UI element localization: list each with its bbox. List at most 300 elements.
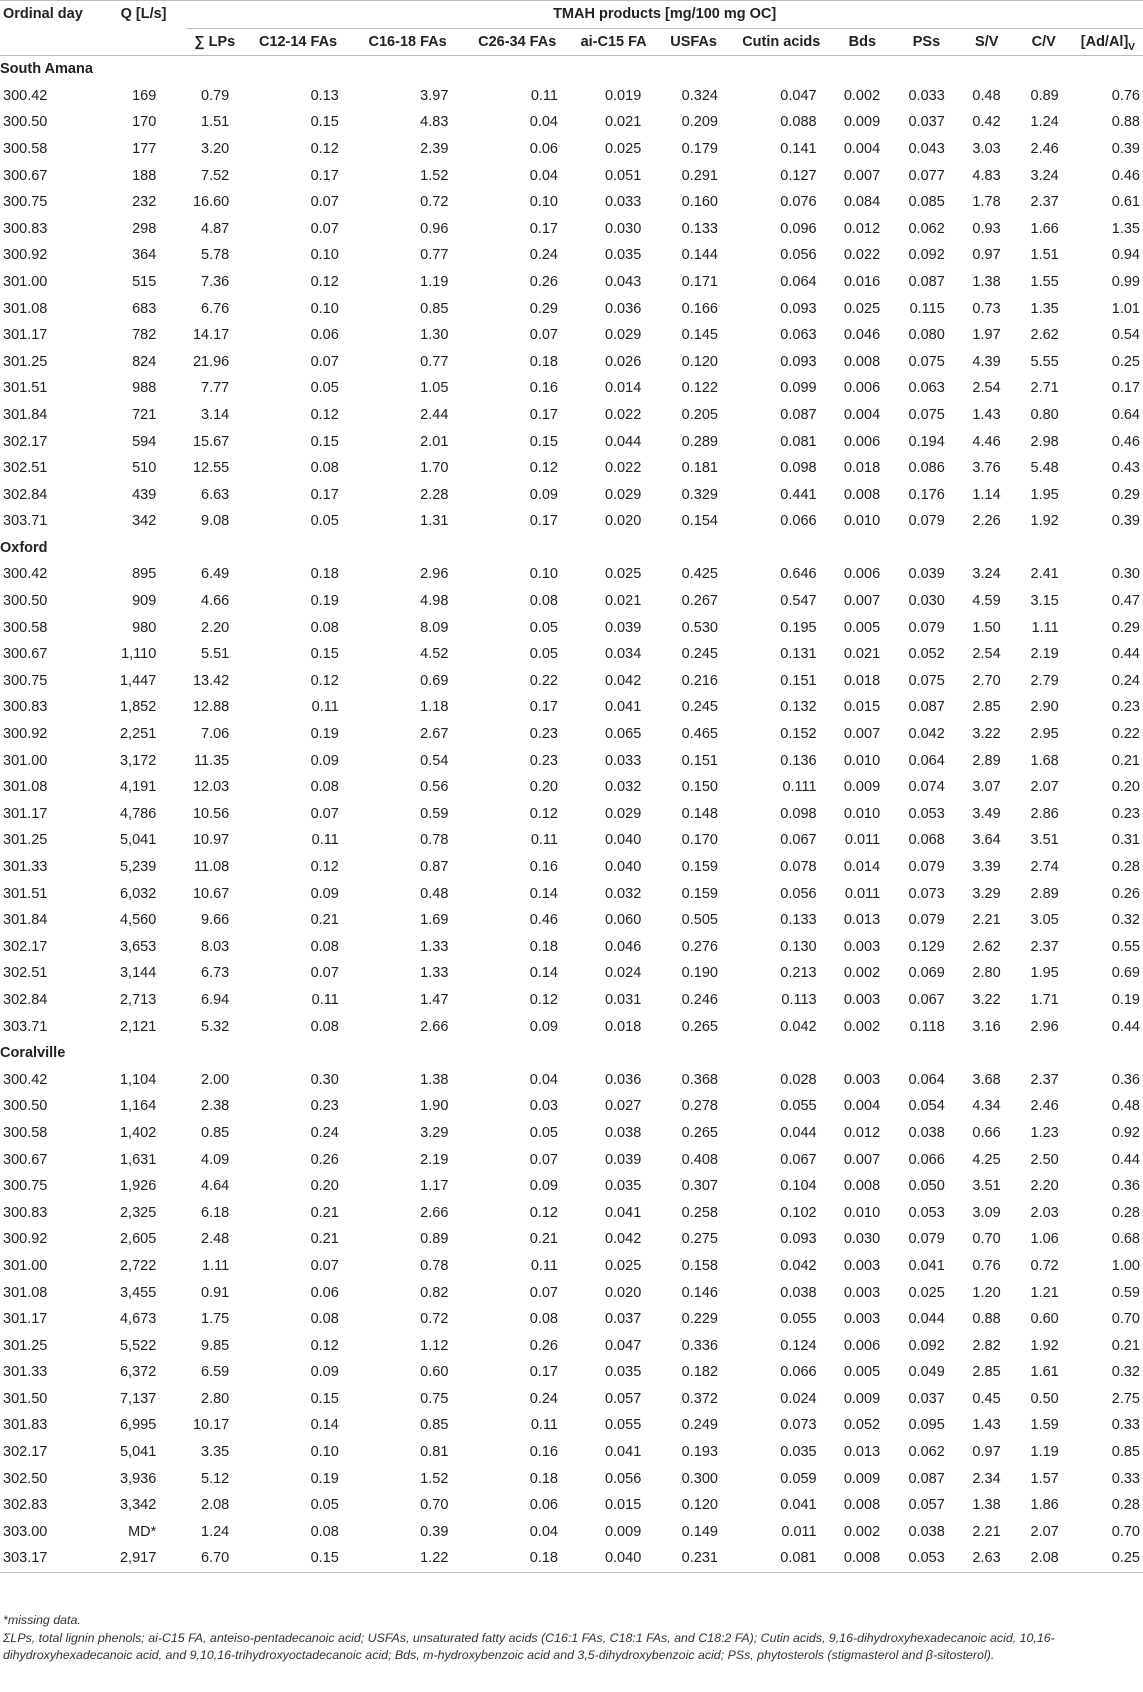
table-row <box>0 1439 1143 1466</box>
table-cell: 6.76 <box>201 300 230 317</box>
table-row <box>0 322 1143 349</box>
cell-q: 169 <box>132 87 157 104</box>
table-cell: 0.04 <box>529 167 558 184</box>
table-row <box>0 1253 1143 1280</box>
cell-q: 4,786 <box>119 805 157 822</box>
cell-q: 510 <box>132 460 157 477</box>
table-cell: 0.300 <box>681 1470 718 1487</box>
table-row <box>0 1306 1143 1333</box>
table-cell: 0.60 <box>420 1364 449 1381</box>
table-row <box>0 136 1143 163</box>
table-cell: 1.31 <box>420 513 449 530</box>
table-cell: 0.056 <box>780 247 817 264</box>
table-cell: 1.57 <box>1030 1470 1059 1487</box>
table-cell: 2.90 <box>1030 699 1059 716</box>
table-cell: 2.82 <box>972 1337 1001 1354</box>
table-cell: 0.148 <box>681 805 718 822</box>
table-cell: 0.006 <box>843 380 881 397</box>
table-cell: 1.52 <box>420 1470 449 1487</box>
table-cell: 0.441 <box>780 486 817 503</box>
table-cell: 0.035 <box>780 1444 817 1461</box>
table-cell: 2.71 <box>1030 380 1059 397</box>
table-cell: 0.18 <box>529 1470 558 1487</box>
cell-ordinal-day: 300.50 <box>3 593 48 610</box>
table-cell: 0.129 <box>908 938 945 955</box>
cell-ordinal-day: 302.83 <box>3 1497 48 1514</box>
table-cell: 3.20 <box>201 140 230 157</box>
table-cell: 0.025 <box>604 566 642 583</box>
table-cell: 0.073 <box>908 885 945 902</box>
table-cell: 0.368 <box>681 1071 718 1088</box>
table-cell: 0.026 <box>604 353 642 370</box>
table-cell: 0.064 <box>780 273 817 290</box>
table-cell: 2.63 <box>959 1545 1015 1572</box>
table-cell: 0.19 <box>310 1470 339 1487</box>
cell-ordinal-day: 301.08 <box>3 1284 48 1301</box>
table-cell: 0.035 <box>604 247 642 264</box>
table-cell: 0.16 <box>529 859 558 875</box>
table-cell: 0.020 <box>604 513 642 530</box>
table-cell: 0.59 <box>1111 1284 1140 1301</box>
table-cell: 0.19 <box>310 726 339 743</box>
cell-ordinal-day: 300.58 <box>3 1124 48 1141</box>
table-cell: 0.055 <box>780 1311 817 1328</box>
table-cell: 0.077 <box>908 167 945 184</box>
table-row <box>0 801 1143 828</box>
table-cell: 0.159 <box>681 885 718 902</box>
table-cell: 0.44 <box>1111 646 1140 663</box>
table-cell: 3.64 <box>972 832 1001 849</box>
table-cell: 0.127 <box>780 167 817 184</box>
table-cell: 0.013 <box>843 912 881 929</box>
cell-ordinal-day: 301.51 <box>3 380 48 397</box>
table-cell: 0.85 <box>1111 1444 1140 1461</box>
table-cell: 0.159 <box>681 859 718 875</box>
table-cell: 0.009 <box>843 779 881 796</box>
table-cell: 0.115 <box>909 300 945 317</box>
cell-ordinal-day: 300.75 <box>3 1178 48 1195</box>
cell-ordinal-day: 300.67 <box>3 646 48 663</box>
table-cell: 0.041 <box>604 1204 642 1221</box>
cell-q: 1,110 <box>121 646 157 663</box>
table-cell: 0.006 <box>843 1337 881 1354</box>
cell-q: 1,852 <box>119 699 157 716</box>
table-cell: 0.89 <box>420 1231 449 1248</box>
table-cell: 0.133 <box>780 912 817 929</box>
cell-q: 342 <box>132 513 157 530</box>
table-cell: 0.040 <box>604 859 642 875</box>
table-cell: 6.18 <box>201 1204 230 1221</box>
table-cell: 0.044 <box>604 433 642 450</box>
table-cell: 0.97 <box>972 1444 1001 1461</box>
table-cell: 0.258 <box>681 1204 718 1221</box>
table-cell: 0.053 <box>908 805 945 822</box>
cell-q: 2,121 <box>119 1018 157 1035</box>
table-cell: 2.00 <box>201 1071 230 1088</box>
table-cell: 3.29 <box>972 885 1001 902</box>
table-row <box>0 641 1143 668</box>
table-cell: 0.10 <box>529 566 558 583</box>
table-cell: 0.195 <box>780 619 817 636</box>
table-cell: 2.07 <box>1030 779 1059 796</box>
cell-q: 515 <box>132 273 157 290</box>
table-cell: 1.30 <box>420 327 449 344</box>
table-cell: 0.69 <box>420 672 449 689</box>
table-cell: 0.008 <box>843 1178 881 1195</box>
table-cell: 4.87 <box>201 220 230 237</box>
table-cell: 0.044 <box>780 1124 817 1141</box>
table-cell: 1.86 <box>1030 1497 1059 1514</box>
table-cell: 0.28 <box>1111 1204 1140 1221</box>
table-cell: 15.67 <box>192 433 230 450</box>
table-cell: 1.43 <box>972 406 1001 423</box>
cell-ordinal-day: 302.17 <box>3 1444 48 1461</box>
table-cell: 0.329 <box>681 486 718 503</box>
table-cell: 0.020 <box>604 1284 642 1301</box>
table-row <box>0 269 1143 296</box>
table-cell: 0.034 <box>604 646 642 663</box>
table-cell: 0.041 <box>604 1444 642 1461</box>
table-row <box>0 216 1143 243</box>
table-cell: 0.087 <box>780 406 817 423</box>
table-cell: 0.205 <box>681 406 718 423</box>
table-cell: 0.006 <box>843 433 881 450</box>
footnote-abbreviations: ΣLPs, total lignin phenols; ai-C15 FA, anteiso-pentadecanoic acid; USFAs, unsaturated fatty acids (C16:1 FAs, C18:1 FAs, and C18:2 FA); Cutin acids, 9,16-dihydroxyhexadecanoic acid, 10,16-dihydroxyhexadecanoic acid, and 9,10,16-trihydroxyoctadecanoic acid; Bds, m-hydroxybenzoic acid and 3,5-dihydroxybenzoic acid; PSs, phytosterols (stigmasterol and β-sitosterol). <box>3 1630 1055 1662</box>
table-row <box>0 1519 1143 1546</box>
table-cell: 1.14 <box>972 486 1001 503</box>
cell-q: 980 <box>132 619 157 636</box>
table-cell: 1.97 <box>972 327 1001 344</box>
table-cell: 13.42 <box>192 672 230 689</box>
table-cell: 2.66 <box>420 1204 449 1221</box>
table-cell: 1.24 <box>201 1523 230 1540</box>
cell-q: 4,673 <box>119 1311 157 1328</box>
table-cell: 0.043 <box>908 140 945 157</box>
table-cell: 0.99 <box>1111 273 1140 290</box>
cell-q: MD* <box>128 1523 157 1540</box>
table-cell: 0.079 <box>908 1231 945 1248</box>
table-row <box>0 854 1143 881</box>
table-cell: 0.145 <box>681 327 718 344</box>
table-cell: 0.009 <box>843 1470 881 1487</box>
table-cell: 1.12 <box>420 1337 449 1354</box>
cell-q: 364 <box>132 247 157 264</box>
table-cell: 2.46 <box>1030 140 1059 157</box>
footnotes <box>3 1612 1139 1665</box>
table-cell: 0.12 <box>529 991 558 1008</box>
header-group: TMAH products [mg/100 mg OC] <box>186 1 1143 29</box>
table-cell: 10.17 <box>192 1417 230 1434</box>
table-cell: 0.081 <box>780 433 817 450</box>
table-cell: 0.014 <box>604 380 642 397</box>
table-cell: 2.96 <box>420 566 449 583</box>
table-cell: 0.85 <box>420 1417 449 1434</box>
table-cell: 0.44 <box>1111 1018 1140 1035</box>
table-cell: 2.54 <box>972 380 1001 397</box>
table-cell: 3.76 <box>972 460 1001 477</box>
table-cell: 0.76 <box>972 1257 1001 1274</box>
table-cell: 0.037 <box>604 1311 642 1328</box>
table-cell: 0.038 <box>780 1284 817 1301</box>
table-cell: 2.46 <box>1030 1098 1059 1115</box>
table-cell: 0.50 <box>1030 1390 1059 1407</box>
table-cell: 1.06 <box>1030 1231 1059 1248</box>
table-cell: 0.013 <box>843 1444 881 1461</box>
table-cell: 7.06 <box>201 726 230 743</box>
table-cell: 0.003 <box>843 938 881 955</box>
table-row <box>0 960 1143 987</box>
table-cell: 2.26 <box>972 513 1001 530</box>
table-cell: 0.60 <box>1030 1311 1059 1328</box>
table-cell: 1.43 <box>972 1417 1001 1434</box>
table-cell: 1.92 <box>1030 1337 1059 1354</box>
table-row <box>0 668 1143 695</box>
table-cell: 0.209 <box>681 114 718 131</box>
table-cell: 2.89 <box>972 752 1001 769</box>
table-cell: 0.77 <box>420 353 449 370</box>
table-cell: 1.21 <box>1030 1284 1059 1301</box>
table-cell: 0.182 <box>681 1364 718 1381</box>
table-cell: 2.74 <box>1030 859 1059 875</box>
table-row <box>0 1120 1143 1147</box>
table-cell: 0.010 <box>843 805 881 822</box>
table-cell: 0.276 <box>681 938 718 955</box>
table-cell: 1.92 <box>1030 513 1059 530</box>
table-cell: 0.29 <box>529 300 558 317</box>
cell-ordinal-day: 300.83 <box>3 1204 48 1221</box>
table-cell: 0.120 <box>681 1497 718 1514</box>
cell-q: 439 <box>132 486 157 503</box>
table-cell: 0.025 <box>843 300 881 317</box>
table-cell: 1.71 <box>1030 991 1059 1008</box>
table-cell: 0.32 <box>1111 1364 1140 1381</box>
table-cell: 0.44 <box>1111 1151 1140 1168</box>
table-cell: 2.41 <box>1030 566 1059 583</box>
table-cell: 0.002 <box>843 965 881 982</box>
table-cell: 0.012 <box>843 1124 881 1141</box>
cell-q: 6,032 <box>119 885 157 902</box>
cell-q: 2,251 <box>119 726 157 743</box>
table-cell: 0.193 <box>681 1444 718 1461</box>
table-row <box>0 1466 1143 1493</box>
table-cell: 1.22 <box>353 1545 463 1572</box>
table-cell: 1.23 <box>1030 1124 1059 1141</box>
table-cell: 0.17 <box>529 699 558 716</box>
table-cell: 0.07 <box>529 1284 558 1301</box>
table-cell: 0.051 <box>604 167 642 184</box>
table-cell: 0.61 <box>1111 194 1140 211</box>
table-cell: 0.11 <box>530 832 558 849</box>
table-row <box>0 1386 1143 1413</box>
table-cell: 3.03 <box>972 140 1001 157</box>
table-cell: 1.11 <box>202 1257 230 1274</box>
table-cell: 0.056 <box>604 1470 642 1487</box>
table-cell: 0.85 <box>201 1124 230 1141</box>
table-cell: 2.80 <box>972 965 1001 982</box>
table-cell: 0.176 <box>908 486 945 503</box>
table-cell: 3.14 <box>201 406 230 423</box>
table-cell: 0.166 <box>681 300 718 317</box>
table-cell: 0.73 <box>972 300 1001 317</box>
table-cell: 0.171 <box>681 273 718 290</box>
table-cell: 0.76 <box>1111 87 1140 104</box>
table-cell: 0.015 <box>604 1497 642 1514</box>
cell-ordinal-day: 301.25 <box>3 1337 48 1354</box>
table-cell: 0.23 <box>1111 805 1140 822</box>
table-cell: 0.17 <box>310 486 339 503</box>
table-cell: 9.66 <box>201 912 230 929</box>
table-cell: 5.51 <box>201 646 230 663</box>
table-cell: 0.022 <box>843 247 881 264</box>
table-cell: 0.076 <box>780 194 817 211</box>
cell-q: 232 <box>132 194 157 211</box>
table-cell: 0.15 <box>310 1390 339 1407</box>
table-cell: 0.08 <box>310 1311 339 1328</box>
table-cell: 0.010 <box>843 1204 881 1221</box>
table-cell: 0.23 <box>529 726 558 743</box>
table-cell: 0.20 <box>1111 779 1140 796</box>
table-cell: 0.32 <box>1111 912 1140 929</box>
table-cell: 3.24 <box>972 566 1001 583</box>
table-cell: 0.09 <box>529 1018 558 1035</box>
table-cell: 0.21 <box>310 1231 339 1248</box>
table-row <box>0 721 1143 748</box>
table-cell: 0.050 <box>908 1178 945 1195</box>
table-cell: 0.068 <box>908 832 945 849</box>
table-cell: 0.26 <box>310 1151 339 1168</box>
table-cell: 0.09 <box>310 1364 339 1381</box>
table-cell: 0.160 <box>681 194 718 211</box>
table-cell: 0.465 <box>681 726 718 743</box>
cell-q: 3,172 <box>119 752 157 769</box>
table-cell: 0.18 <box>310 566 339 583</box>
table-cell: 2.67 <box>420 726 449 743</box>
table-cell: 1.24 <box>1030 114 1059 131</box>
table-row <box>0 615 1143 642</box>
table-cell: 0.011 <box>844 832 881 849</box>
table-cell: 0.170 <box>681 832 718 849</box>
cell-ordinal-day: 301.08 <box>3 779 48 796</box>
cell-q: 6,995 <box>119 1417 157 1434</box>
table-cell: 0.031 <box>604 991 642 1008</box>
table-cell: 3.68 <box>972 1071 1001 1088</box>
cell-ordinal-day: 301.83 <box>3 1417 48 1434</box>
table-cell: 0.278 <box>681 1098 718 1115</box>
table-cell: 0.07 <box>310 353 339 370</box>
table-cell: 0.05 <box>310 1497 339 1514</box>
table-cell: 0.014 <box>843 859 881 875</box>
section-row <box>0 56 1143 83</box>
table-cell: 7.77 <box>201 380 230 397</box>
cell-q: 2,325 <box>119 1204 157 1221</box>
table-cell: 0.038 <box>604 1124 642 1141</box>
cell-ordinal-day: 300.50 <box>3 114 48 131</box>
table-cell: 0.007 <box>843 593 881 610</box>
table-cell: 0.007 <box>843 1151 881 1168</box>
cell-ordinal-day: 300.67 <box>3 1151 48 1168</box>
table-cell: 0.04 <box>529 114 558 131</box>
table-cell: 0.336 <box>681 1337 718 1354</box>
table-cell: 0.087 <box>908 699 945 716</box>
cell-q: 3,653 <box>119 938 157 955</box>
table-cell: 0.073 <box>780 1417 817 1434</box>
table-cell: 5.48 <box>1030 460 1059 477</box>
table-cell: 1.01 <box>1111 300 1140 317</box>
table-cell: 0.151 <box>681 752 718 769</box>
table-cell: 2.50 <box>1030 1151 1059 1168</box>
table-cell: 0.088 <box>780 114 817 131</box>
table-cell: 5.55 <box>1030 353 1059 370</box>
table-cell: 0.079 <box>908 912 945 929</box>
table-cell: 0.099 <box>780 380 817 397</box>
table-cell: 0.087 <box>908 273 945 290</box>
table-cell: 0.69 <box>1111 965 1140 982</box>
table-cell: 2.85 <box>972 699 1001 716</box>
table-cell: 1.78 <box>972 194 1001 211</box>
table-cell: 0.48 <box>420 885 449 902</box>
table-cell: 1.35 <box>1030 300 1059 317</box>
cell-ordinal-day: 301.84 <box>3 406 48 423</box>
table-cell: 3.24 <box>1030 167 1059 184</box>
table-cell: 0.002 <box>843 87 881 104</box>
table-cell: 0.70 <box>1111 1523 1140 1540</box>
table-cell: 0.25 <box>1073 1545 1143 1572</box>
table-cell: 2.38 <box>201 1098 230 1115</box>
table-cell: 0.66 <box>972 1124 1001 1141</box>
table-cell: 0.07 <box>310 194 339 211</box>
table-cell: 1.51 <box>201 114 230 131</box>
table-cell: 0.05 <box>310 380 339 397</box>
table-cell: 1.51 <box>1030 247 1059 264</box>
table-cell: 0.39 <box>1111 513 1140 530</box>
table-cell: 0.049 <box>908 1364 945 1381</box>
table-cell: 0.005 <box>843 1364 881 1381</box>
header-q: Q [L/s] <box>101 1 186 29</box>
table-cell: 3.97 <box>420 87 449 104</box>
cell-ordinal-day: 301.00 <box>3 752 48 769</box>
table-cell: 1.19 <box>1030 1444 1059 1461</box>
table-cell: 0.10 <box>310 247 339 264</box>
table-cell: 0.97 <box>972 247 1001 264</box>
table-cell: 0.158 <box>681 1257 718 1274</box>
table-cell: 0.06 <box>529 140 558 157</box>
table-cell: 0.64 <box>1111 406 1140 423</box>
table-cell: 0.19 <box>310 593 339 610</box>
table-cell: 3.22 <box>972 991 1001 1008</box>
cell-q: 5,041 <box>119 1444 157 1461</box>
table-cell: 0.267 <box>681 593 718 610</box>
table-cell: 0.12 <box>310 1337 339 1354</box>
table-cell: 0.179 <box>681 140 718 157</box>
table-cell: 0.047 <box>604 1337 642 1354</box>
table-cell: 0.70 <box>1111 1311 1140 1328</box>
table-cell: 0.056 <box>780 885 817 902</box>
table-row <box>0 1412 1143 1439</box>
table-cell: 0.041 <box>604 699 642 716</box>
table-cell: 0.08 <box>310 779 339 796</box>
table-cell: 0.06 <box>529 1497 558 1514</box>
table-cell: 0.09 <box>310 885 339 902</box>
table-row <box>0 827 1143 854</box>
table-cell: 0.009 <box>604 1523 642 1540</box>
table-cell: 0.54 <box>1111 327 1140 344</box>
table-cell: 1.35 <box>1111 220 1140 237</box>
table-cell: 0.12 <box>310 672 339 689</box>
table-cell: 3.51 <box>972 1178 1001 1195</box>
table-cell: 0.85 <box>420 300 449 317</box>
table-cell: 0.425 <box>681 566 718 583</box>
table-cell: 0.11 <box>311 699 339 716</box>
